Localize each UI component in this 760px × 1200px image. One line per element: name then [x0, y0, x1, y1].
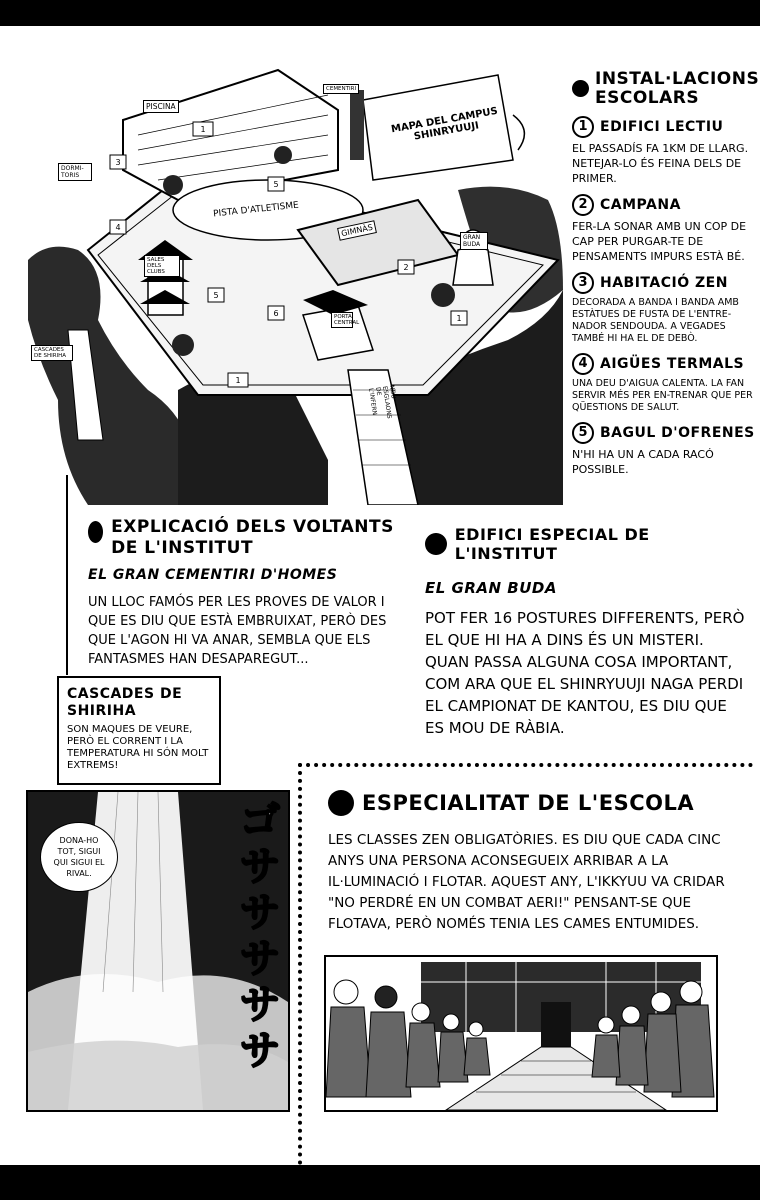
bullet-icon [425, 533, 447, 555]
svg-text:1: 1 [235, 376, 241, 385]
installations-list [572, 116, 757, 477]
cascades-title: CASCADES DE SHIRIHA [67, 686, 183, 719]
specialty-section [328, 790, 748, 935]
installation-item [572, 272, 757, 345]
installation-item-title: HABITACIÓ ZEN [600, 275, 728, 291]
special-building-text: POT FER 16 POSTURES DIFFERENTS, PERÒ EL QUE HI HA A DINS ÉS UN MISTERI. QUAN PASSA ALGUNA COSA IMPORTANT, COM ARA QUE EL SHINRYUUJI NAGA PERDI EL CAMPIONAT DE KANTOU, ES DIU QUE ES MOU DE RÀBIA. [425, 609, 745, 737]
svg-text:2: 2 [403, 263, 409, 272]
specialty-title: ESPECIALITAT DE L'ESCOLA [362, 791, 695, 815]
surroundings-subtitle: EL GRAN CEMENTIRI D'HOMES [88, 567, 338, 583]
installations-heading [572, 69, 760, 108]
installation-item-text: EL PASSADÍS FA 1KM DE LLARG. NETEJAR-LO ÉS FEINA DELS DE PRIMER. [572, 142, 749, 185]
surroundings-title: EXPLICACIÓ DELS VOLTANTS DE L'INSTITUT [111, 517, 394, 558]
installation-item-title: EDIFICI LECTIU [600, 119, 724, 135]
installation-item-title: BAGUL D'OFRENES [600, 425, 755, 441]
svg-text:1: 1 [456, 314, 462, 323]
specialty-heading [328, 790, 748, 816]
sound-effect: ゴサササササ [240, 798, 280, 1074]
map-label-gimnas: GIMNÀS [337, 220, 377, 241]
specialty-text: LES CLASSES ZEN OBLIGATÒRIES. ES DIU QUE CADA CINC ANYS UNA PERSONA ACONSEGUEIX ARRIBAR A LA IL·LUMINACIÓ I FLOTAR. AQUEST ANY, L'IKKYUU VA CRIDAR "NO PERDRÉ EN UN COMBAT AERI!" PENSANT-SE QUE FLOTAVA, PERÒ NOMÉS TENIA LES CAMES ENTUMIDES. [328, 832, 725, 932]
installation-item-text: N'HI HA UN A CADA RACÓ POSSIBLE. [572, 448, 714, 476]
svg-text:4: 4 [115, 223, 121, 232]
installation-number-badge: 1 [572, 116, 594, 138]
special-building-title: EDIFICI ESPECIAL DE L'INSTITUT [454, 525, 650, 563]
dotted-frame-left [298, 763, 302, 1165]
waterfall-speech-bubble [40, 822, 118, 892]
installation-item [572, 353, 757, 414]
bottom-border [0, 1165, 760, 1200]
surroundings-section [88, 517, 408, 669]
special-building-subtitle: EL GRAN BUDA [425, 579, 557, 597]
installation-item-text: UNA DEU D'AIGUA CALENTA. LA FAN SERVIR MÉS PER EN-TRENAR QUE PER QÜESTIONS DE SALUT. [572, 378, 753, 413]
installation-item-text: FER-LA SONAR AMB UN COP DE CAP PER PURGAR-TE DE PENSAMENTS IMPURS ESTÀ BÉ. [572, 220, 747, 263]
installations-section [572, 69, 760, 477]
svg-text:5: 5 [213, 291, 219, 300]
svg-text:5: 5 [273, 180, 279, 189]
bullet-icon [328, 790, 354, 816]
surroundings-text: UN LLOC FAMÓS PER LES PROVES DE VALOR I QUE ES DIU QUE ESTÀ EMBRUIXAT, PERÒ DES QUE L'AGON HI VA ANAR, SEMBLA QUE ELS FANTASMES HAN DESAPAREGUT... [88, 595, 387, 667]
svg-text:1: 1 [200, 125, 206, 134]
installation-item-title: AIGÜES TERMALS [600, 356, 745, 372]
waterfall-panel [26, 790, 290, 1112]
installation-item-title: CAMPANA [600, 197, 681, 213]
map-label-sales: SALES DELS CLUBS [144, 255, 180, 277]
bullet-icon [572, 80, 589, 97]
installation-item-text: DECORADA A BANDA I BANDA AMB ESTÀTUES DE FUSTA DE L'ENTRE-NADOR SENDOUDA. A VEGADES TAMBÉ HI HA EL DE DEBÒ. [572, 297, 739, 344]
installation-number-badge: 3 [572, 272, 594, 294]
installation-item-title-row [572, 116, 757, 138]
map-label-porta: PORTA CENTRAL [331, 312, 353, 328]
installations-title: INSTAL·LACIONS ESCOLARS [595, 69, 760, 108]
map-label-escales: NOU ESGLAONS DE L'INFERN [367, 384, 397, 420]
surroundings-heading [88, 517, 408, 559]
zen-class-panel [324, 955, 718, 1112]
map-label-dormitori: DORMI-TORIS [58, 163, 92, 181]
installation-item-title-row [572, 353, 757, 375]
map-label-piscina: PISCINA [143, 100, 179, 113]
installation-item [572, 116, 757, 186]
installation-item-title-row [572, 194, 757, 216]
cascades-pointer-line [66, 475, 68, 675]
svg-text:6: 6 [273, 309, 279, 318]
special-building-section [425, 525, 755, 739]
bullet-icon [88, 521, 103, 543]
map-label-cementiri: CEMENTIRI [323, 84, 359, 94]
top-border [0, 0, 760, 26]
map-label-pista: PISTA D'ATLETISME [212, 200, 300, 220]
installation-number-badge: 2 [572, 194, 594, 216]
special-building-heading [425, 525, 755, 563]
cascades-box [57, 676, 221, 785]
svg-text:3: 3 [115, 158, 121, 167]
campus-map [28, 60, 563, 505]
map-label-cascades: CASCADES DE SHIRIHA [31, 345, 73, 361]
installation-number-badge: 5 [572, 422, 594, 444]
installation-item [572, 422, 757, 477]
installation-number-badge: 4 [572, 353, 594, 375]
installation-item-title-row [572, 272, 757, 294]
map-label-gran-buda: GRAN BUDA [460, 232, 488, 250]
zen-class-drawing [326, 957, 716, 1110]
installation-item [572, 194, 757, 264]
map-banner-text: MAPA DEL CAMPUS SHINRYUUJI [390, 105, 499, 143]
dotted-frame-top [298, 763, 753, 767]
speech-text: DONA-HO TOT, SIGUI QUI SIGUI EL RIVAL. [53, 836, 105, 878]
installation-item-title-row [572, 422, 757, 444]
cascades-text: SON MAQUES DE VEURE, PERÒ EL CORRENT I LA TEMPERATURA HI SÓN MOLT EXTREMS! [67, 724, 209, 771]
